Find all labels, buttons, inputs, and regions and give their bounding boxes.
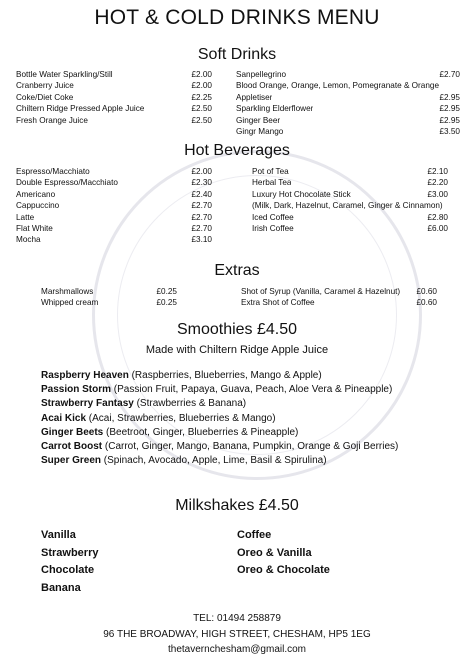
section-title-milkshakes: Milkshakes £4.50	[175, 497, 299, 514]
list-item: Passion Storm (Passion Fruit, Papaya, Guava, Peach, Aloe Vera & Pineapple)	[41, 384, 393, 396]
menu-item: Irish Coffee £6.00	[252, 224, 448, 234]
phone-number: TEL: 01494 258879	[193, 613, 281, 624]
extras-left-column	[41, 286, 177, 309]
milkshakes-left-column	[41, 527, 98, 597]
menu-item: Marshmallows £0.25	[41, 287, 177, 296]
menu-item: Americano £2.40	[16, 189, 212, 199]
menu-item: Mocha £3.10	[16, 235, 212, 245]
menu-item: Sanpellegrino £2.70	[236, 70, 460, 79]
hot-beverages-right-column	[252, 166, 448, 234]
list-item: Super Green (Spinach, Avocado, Apple, Lime, Basil & Spirulina)	[41, 455, 327, 467]
smoothies-subheading: Made with Chiltern Ridge Apple Juice	[145, 344, 329, 356]
menu-item-note: Blood Orange, Orange, Lemon, Pomegranate & Orange	[236, 81, 439, 91]
menu-item: Flat White £2.70	[16, 224, 212, 234]
menu-item: Sparkling Elderflower £2.95	[236, 104, 460, 114]
section-title-hot-beverages: Hot Beverages	[184, 142, 290, 159]
menu-item: Gingr Mango £3.50	[236, 127, 460, 137]
soft-drinks-left-column	[16, 69, 212, 126]
list-item: Banana	[41, 581, 81, 594]
list-item: Carrot Boost (Carrot, Ginger, Mango, Banana, Pumpkin, Orange & Goji Berries)	[41, 441, 399, 453]
menu-item: Latte £2.70	[16, 212, 212, 222]
menu-item: Chiltern Ridge Pressed Apple Juice £2.50	[16, 104, 212, 114]
menu-item: Appletiser £2.95	[236, 92, 460, 102]
list-item: Raspberry Heaven (Raspberries, Blueberries, Mango & Apple)	[41, 370, 322, 381]
milkshakes-right-column	[237, 527, 330, 580]
menu-item: Cappuccino £2.70	[16, 201, 212, 211]
hot-beverages-left-column	[16, 166, 212, 246]
menu-item: Fresh Orange Juice £2.50	[16, 115, 212, 125]
menu-item: Coke/Diet Coke £2.25	[16, 92, 212, 102]
menu-item: Ginger Beer £2.95	[236, 115, 460, 125]
menu-item: Shot of Syrup (Vanilla, Caramel & Hazelnut) £0.60	[241, 287, 437, 296]
menu-item: Iced Coffee £2.80	[252, 212, 448, 222]
list-item: Acai Kick (Acai, Strawberries, Blueberries & Mango)	[41, 412, 276, 424]
menu-item: Bottle Water Sparkling/Still £2.00	[16, 70, 212, 79]
menu-item: Pot of Tea £2.10	[252, 167, 448, 176]
menu-item: Extra Shot of Coffee £0.60	[241, 298, 437, 308]
smoothies-list	[41, 369, 398, 468]
extras-right-column	[241, 286, 437, 309]
list-item: Vanilla	[41, 529, 76, 541]
section-title-extras: Extras	[214, 262, 260, 279]
list-item: Strawberry Fantasy (Strawberries & Banana)	[41, 398, 247, 410]
list-item: Oreo & Chocolate	[237, 564, 330, 576]
menu-item-note: (Milk, Dark, Hazelnut, Caramel, Ginger & Cinnamon)	[252, 201, 443, 211]
section-title-soft-drinks: Soft Drinks	[197, 46, 277, 63]
contact-footer	[0, 611, 474, 658]
list-item: Oreo & Vanilla	[237, 546, 312, 559]
menu-item: Herbal Tea £2.20	[252, 178, 448, 188]
menu-item: Luxury Hot Chocolate Stick £3.00	[252, 189, 448, 199]
menu-item: Double Espresso/Macchiato £2.30	[16, 178, 212, 188]
menu-item: Cranberry Juice £2.00	[16, 81, 212, 91]
list-item: Chocolate	[41, 564, 95, 576]
section-title-smoothies: Smoothies £4.50	[176, 321, 298, 338]
email-address: thetavernchesham@gmail.com	[168, 644, 306, 655]
list-item: Strawberry	[41, 546, 99, 559]
list-item: Ginger Beets (Beetroot, Ginger, Blueberries & Pineapple)	[41, 426, 299, 438]
menu-title: HOT & COLD DRINKS MENU	[94, 6, 380, 29]
list-item: Coffee	[237, 529, 272, 541]
soft-drinks-right-column	[236, 69, 460, 137]
address: 96 THE BROADWAY, HIGH STREET, CHESHAM, HP5 1EG	[103, 628, 371, 640]
menu-item: Espresso/Macchiato £2.00	[16, 167, 212, 176]
menu-item: Whipped cream £0.25	[41, 298, 177, 308]
